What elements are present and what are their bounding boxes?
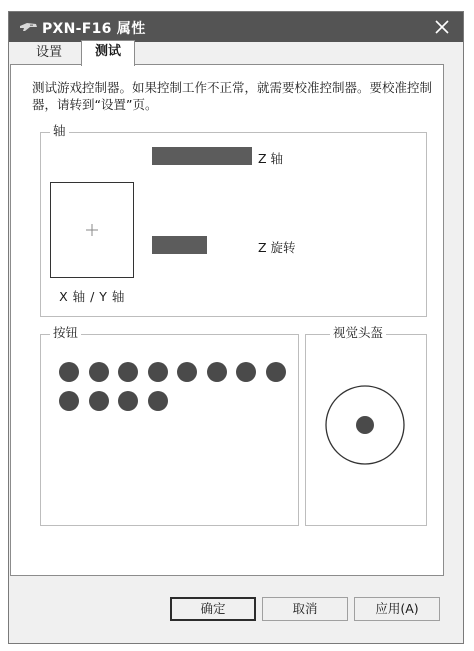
tab-settings[interactable]: 设置 (35, 45, 62, 60)
apply-button[interactable]: 应用(A) (354, 597, 440, 621)
z-axis-bar (152, 147, 252, 165)
pov-hat-indicator (324, 384, 406, 466)
button-indicator-5 (177, 362, 197, 382)
pov-hat-group-label: 视觉头盔 (330, 326, 386, 340)
title-bar[interactable] (9, 12, 463, 42)
button-indicator-9 (59, 391, 79, 411)
button-indicator-3 (118, 362, 138, 382)
z-rotation-label: Z 旋转 (258, 240, 296, 255)
game-controller-icon (18, 21, 38, 33)
window-title: PXN-F16 属性 (42, 21, 146, 37)
pov-center-dot (356, 416, 374, 434)
z-axis-label: Z 轴 (258, 151, 284, 166)
z-rotation-bar (152, 236, 207, 254)
description-text: 测试游戏控制器。如果控制工作不正常，就需要校准控制器。要校准控制器，请转到“设置”页。 (32, 80, 433, 112)
xy-axis-label: X 轴 / Y 轴 (59, 289, 125, 304)
button-indicator-4 (148, 362, 168, 382)
button-indicator-6 (207, 362, 227, 382)
button-indicator-12 (148, 391, 168, 411)
cancel-button[interactable]: 取消 (262, 597, 348, 621)
button-indicator-7 (236, 362, 256, 382)
button-indicator-10 (89, 391, 109, 411)
button-indicator-1 (59, 362, 79, 382)
close-icon[interactable] (431, 16, 453, 38)
crosshair-icon (86, 224, 98, 236)
ok-button[interactable]: 确定 (170, 597, 256, 621)
xy-axis-box (50, 182, 134, 278)
tab-test[interactable]: 测试 (81, 40, 135, 66)
button-indicator-8 (266, 362, 286, 382)
axes-group-label: 轴 (50, 124, 69, 138)
button-indicator-2 (89, 362, 109, 382)
button-indicator-11 (118, 391, 138, 411)
buttons-group-label: 按钮 (50, 326, 81, 340)
buttons-group (40, 334, 299, 526)
